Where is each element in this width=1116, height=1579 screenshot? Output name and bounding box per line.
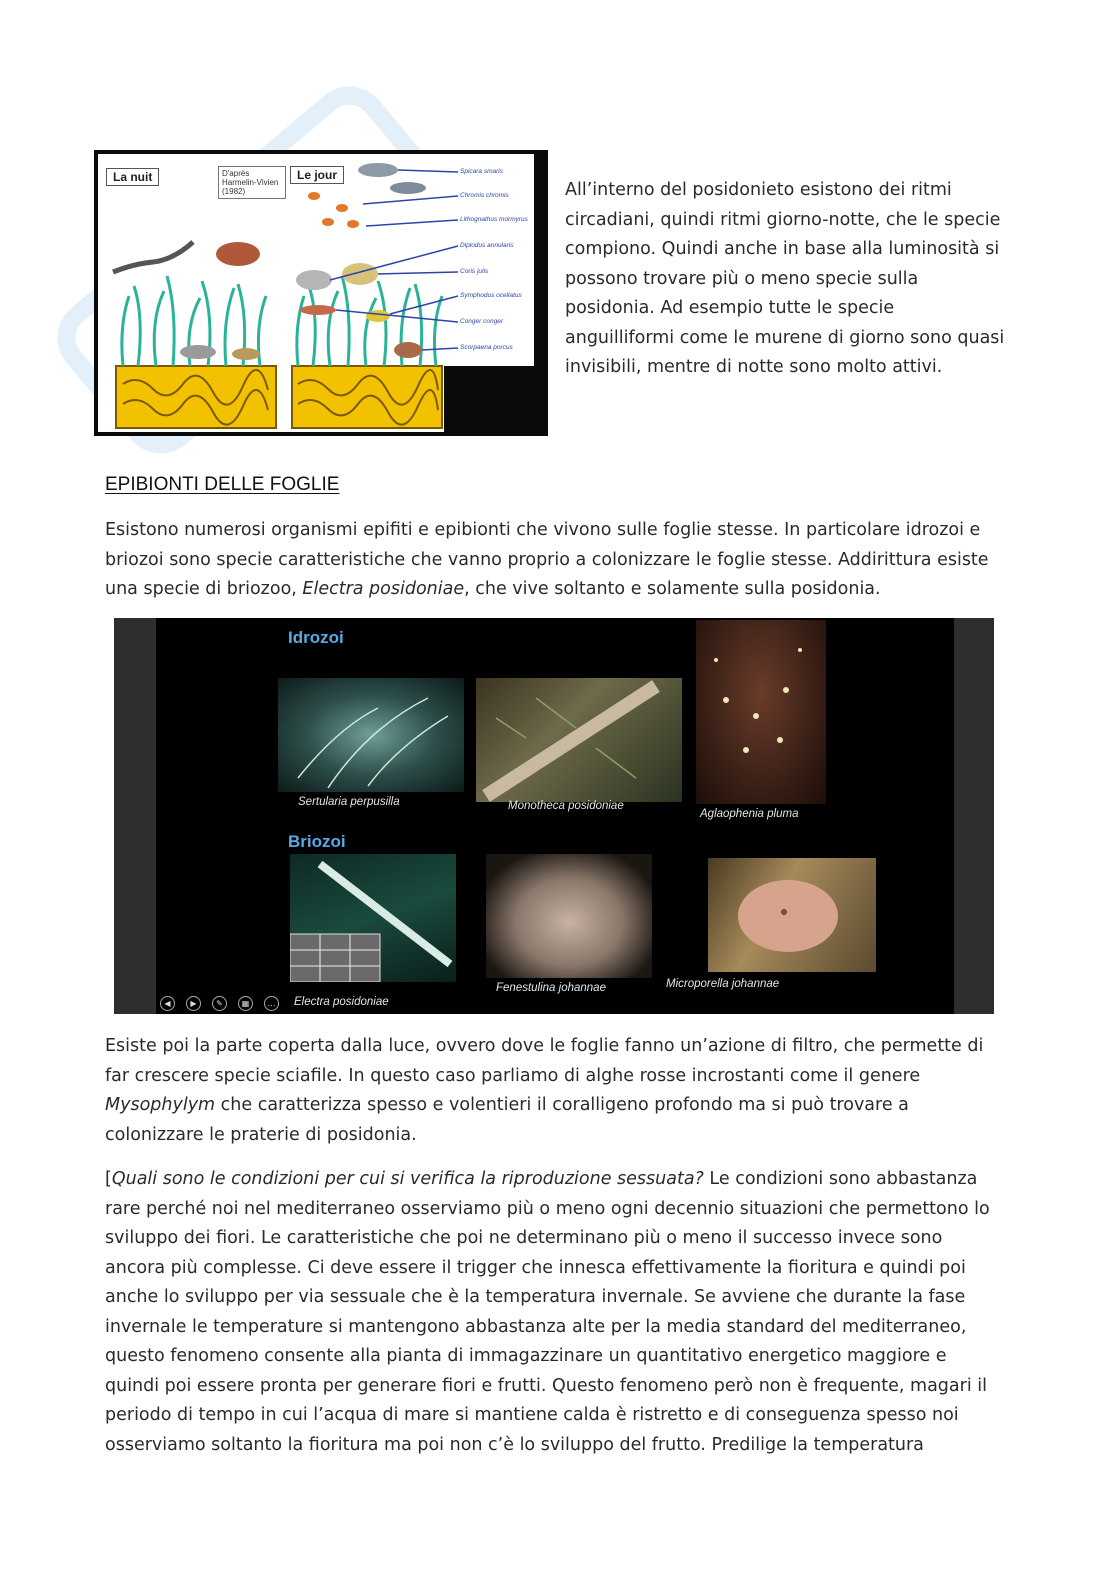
paragraph-text: , che vive soltanto e solamente sulla posidonia. xyxy=(464,579,881,599)
fish-rhythm-panel xyxy=(98,154,534,432)
sertularia-drawing xyxy=(278,678,464,792)
paragraph-text: che caratterizza spesso e volentieri il coralligeno profondo ma si può trovare a colonizzare le praterie di posidonia. xyxy=(105,1095,909,1145)
figure-credit: D'après Harmelin-Vivien (1982) xyxy=(218,166,286,199)
paragraph-text: [ xyxy=(105,1169,112,1189)
section-heading: EPIBIONTI DELLE FOGLIE xyxy=(105,474,340,495)
circadian-paragraph: All’interno del posidonieto esistono dei ritmi circadiani, quindi ritmi giorno-notte, che le specie compiono. Quindi anche in base alla luminosità si possono trovare più o meno specie sulla posidonia. Ad esempio tutte le specie anguilliformi come le murene di giorno sono quasi invisibili, mentre di notte sono molto attivi. xyxy=(565,180,1005,377)
genus-name: Mysophylym xyxy=(105,1095,216,1115)
night-label: La nuit xyxy=(106,168,159,186)
paragraph-text: Le condizioni sono abbastanza rare perché noi nel mediterraneo osserviamo più o meno ogni decennio situazioni che permettono lo sviluppo dei fiori. Le caratteristiche che poi ne determinano più o meno il successo invece sono ancora più complesse. Ci deve essere il trigger che innesca effettivamente la fioritura e quindi poi anche lo sviluppo per via sessuale che è la temperatura invernale. Se avviene che durante la fase invernale le temperature si mantengono abbastanza alte per la media standard del mediterraneo, questo fenomeno consente alla pianta di immagazzinare un quantitativo energetico maggiore e quindi poi essere pronta per generare fiori e frutti. Questo fenomeno però non è frequente, magari il periodo di tempo in cui l’acqua di mare si mantiene calda è ristretto e di conseguenza spesso noi osserviamo soltanto la fioritura ma poi non c’è lo sviluppo del frutto. Predilige la temperatura xyxy=(105,1169,990,1455)
monotheca-drawing xyxy=(476,678,682,802)
aglaophenia-drawing xyxy=(696,620,826,804)
epibionts-paragraph xyxy=(105,516,1005,605)
aglaophenia-photo xyxy=(696,620,826,804)
species-label: Diplodus annularis xyxy=(460,242,514,249)
monotheca-photo xyxy=(476,678,682,802)
caption-monotheca: Monotheca posidoniae xyxy=(508,800,624,812)
paragraph-text: Esistono numerosi organismi epifiti e epibionti che vivono sulle foglie stesse. In particolare idrozoi e briozoi sono specie caratteristiche che vanno proprio a colonizzare le foglie stesse. Addirittura esiste una specie di briozoo, xyxy=(105,520,989,599)
shade-species-paragraph xyxy=(105,1032,1005,1150)
caption-fenestulina: Fenestulina johannae xyxy=(496,982,606,994)
species-label: Spicara smaris xyxy=(460,168,503,175)
day-label: Le jour xyxy=(290,166,344,184)
caption-electra: Electra posidoniae xyxy=(294,996,389,1008)
hydrozoa-label: Idrozoi xyxy=(288,628,344,647)
electra-drawing xyxy=(290,854,456,982)
species-label: Coris julis xyxy=(460,268,489,275)
caption-sertularia: Sertularia perpusilla xyxy=(298,796,400,808)
microporella-photo xyxy=(708,858,876,972)
species-label: Conger conger xyxy=(460,318,503,325)
microporella-drawing xyxy=(708,858,876,972)
species-name: Electra posidoniae xyxy=(302,579,465,599)
prev-slide-icon[interactable]: ◀ xyxy=(160,996,175,1011)
species-label: Symphodus ocellatus xyxy=(460,292,522,299)
next-slide-icon[interactable]: ▶ xyxy=(186,996,201,1011)
caption-aglaophenia: Aglaophenia pluma xyxy=(700,808,799,820)
pen-icon[interactable]: ✎ xyxy=(212,996,227,1011)
more-icon[interactable]: … xyxy=(264,996,279,1011)
slide-content xyxy=(156,618,954,1014)
species-label: Chromis chromis xyxy=(460,192,509,199)
species-label: Scorpaena porcus xyxy=(460,344,513,351)
caption-microporella: Microporella johannae xyxy=(666,978,780,990)
epibionts-slide xyxy=(114,618,994,1014)
paragraph-text: Esiste poi la parte coperta dalla luce, ovvero dove le foglie fanno un’azione di filtro, che permette di far crescere specie sciafile. In questo caso parliamo di alghe rosse incrostanti come il genere xyxy=(105,1036,984,1086)
species-label: Lithognathus mormyrus xyxy=(460,216,528,223)
sertularia-photo xyxy=(278,678,464,792)
fish-rhythm-figure xyxy=(94,150,548,436)
reproduction-paragraph xyxy=(105,1165,1005,1460)
bryozoa-label: Briozoi xyxy=(288,832,346,851)
question-text: Quali sono le condizioni per cui si verifica la riproduzione sessuata? xyxy=(111,1169,704,1189)
electra-photo xyxy=(290,854,456,982)
grid-icon[interactable]: ▦ xyxy=(238,996,253,1011)
fenestulina-photo xyxy=(486,854,652,978)
